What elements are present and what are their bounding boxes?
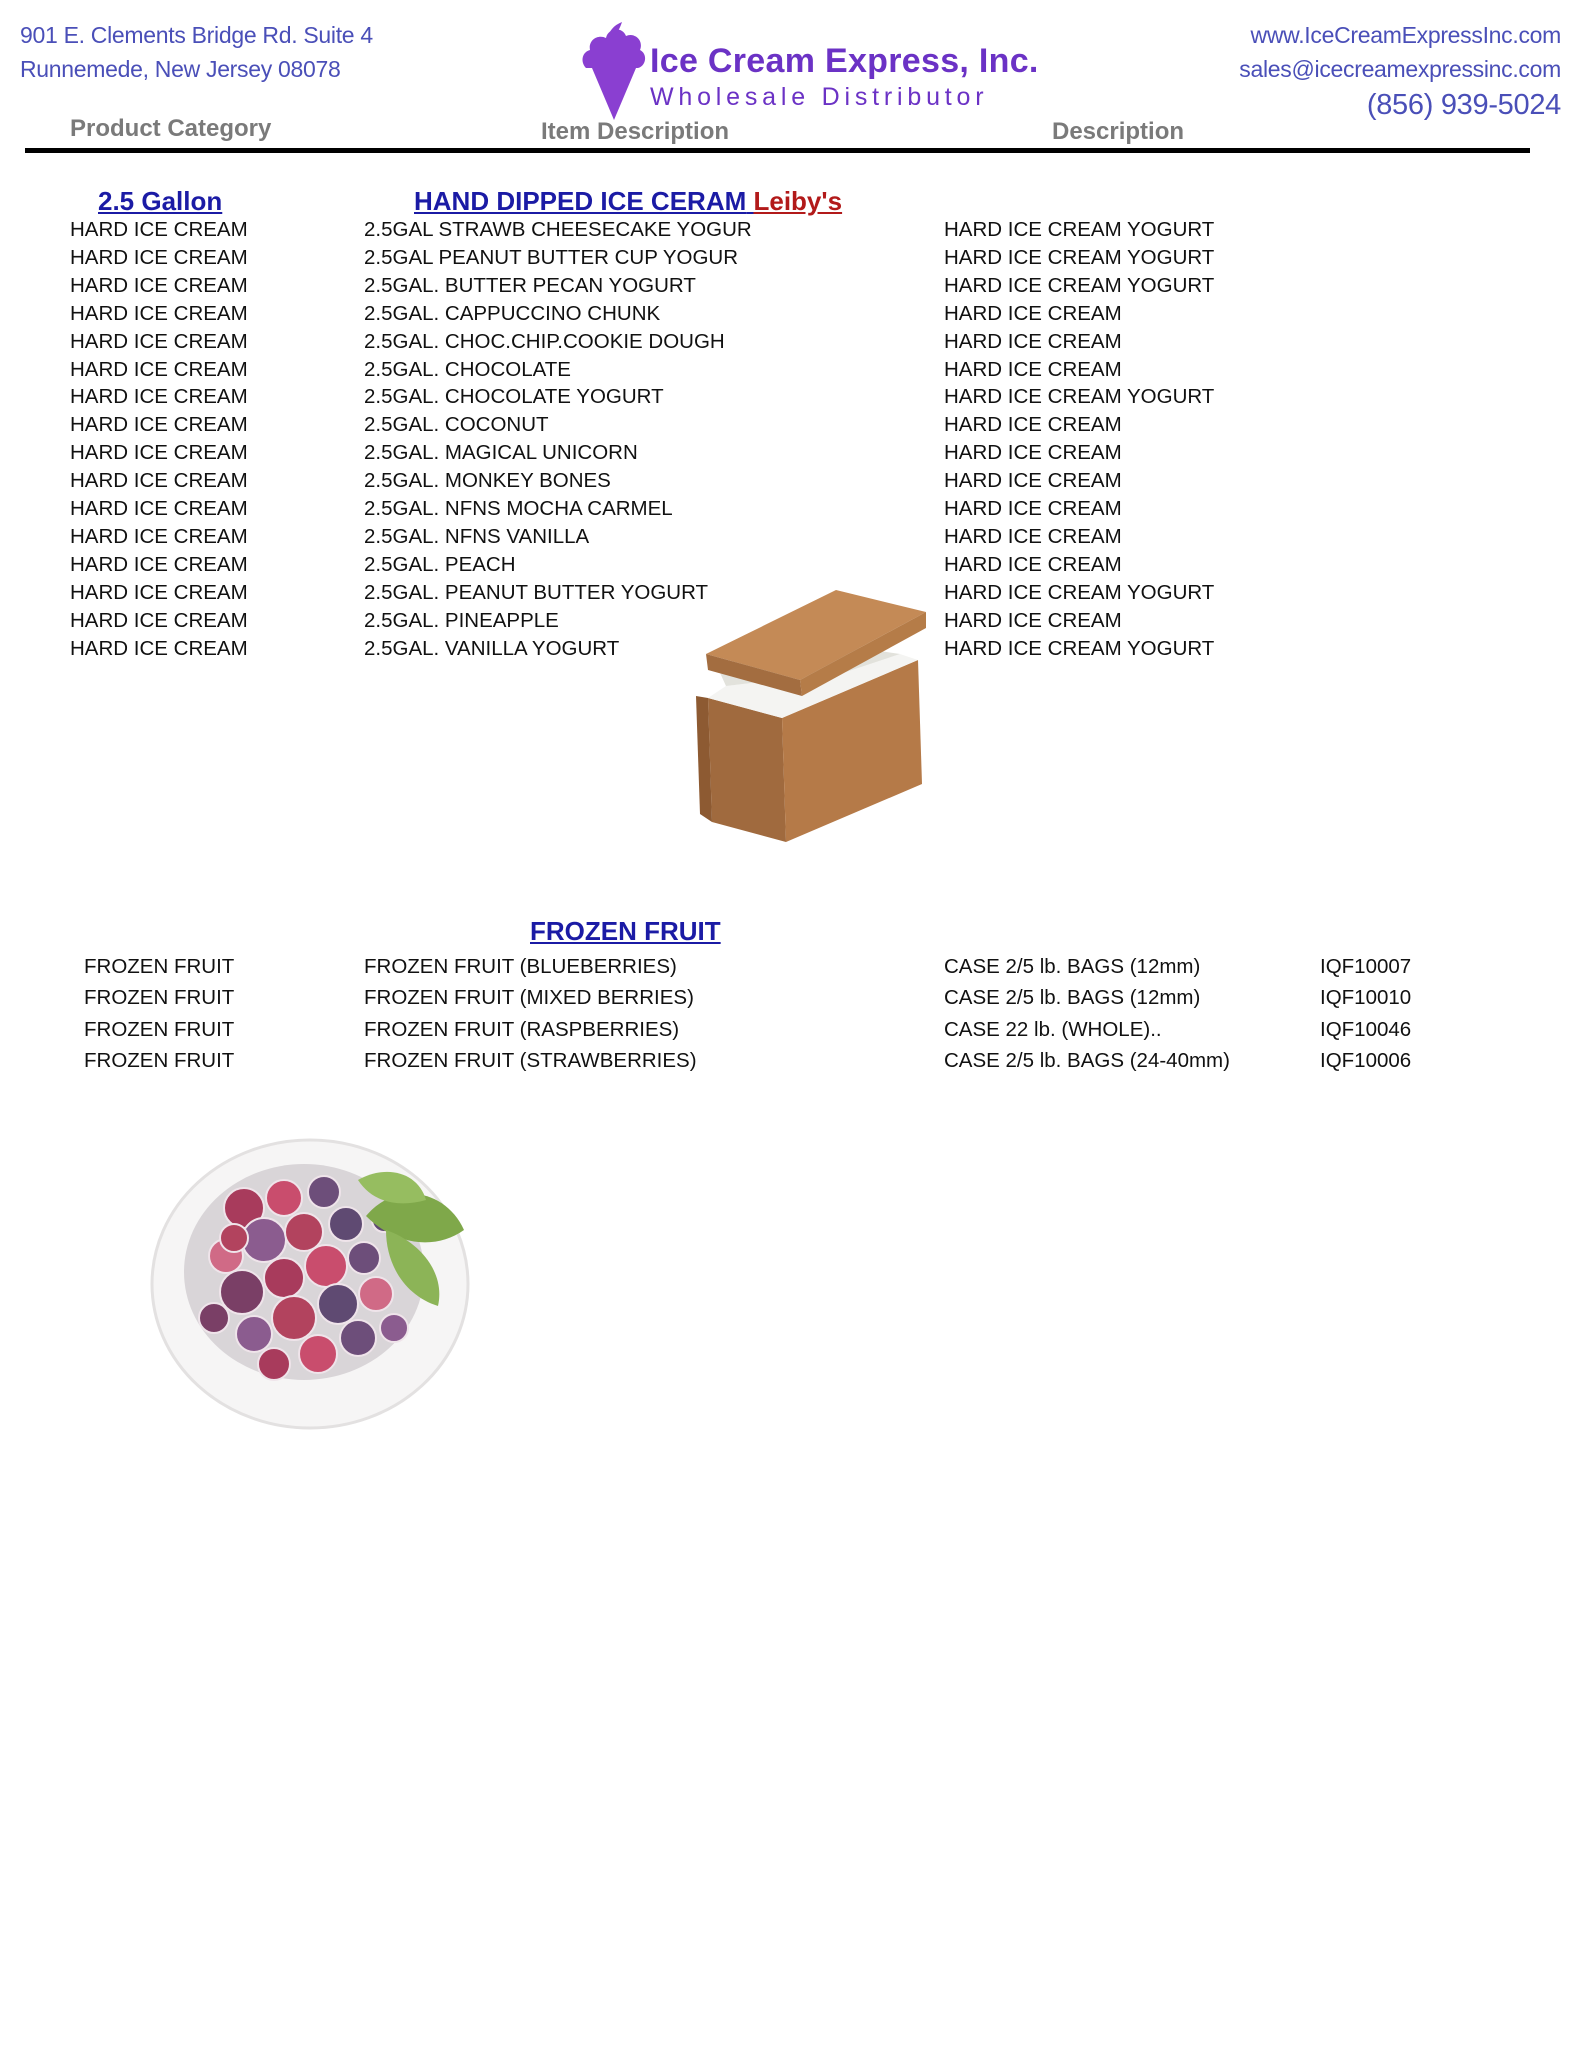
item-description: FROZEN FRUIT (RASPBERRIES) [364,1017,680,1041]
product-description: HARD ICE CREAM YOGURT [944,273,1215,297]
header-divider [25,148,1530,153]
product-category: FROZEN FRUIT [84,1049,235,1073]
product-description: HARD ICE CREAM YOGURT [944,580,1215,604]
item-description: 2.5GAL. NFNS MOCHA CARMEL [364,497,673,520]
product-category: HARD ICE CREAM [70,385,248,409]
berry [380,1314,408,1342]
list-item [0,467,1582,495]
item-description: FROZEN FRUIT (STRAWBERRIES) [364,1049,697,1073]
product-category: FROZEN FRUIT [84,1017,235,1041]
item-description: 2.5GAL. PINEAPPLE [364,608,559,632]
item-description: 2.5GAL. MONKEY BONES [364,469,611,493]
list-item [0,551,1582,579]
product-description: CASE 2/5 lb. BAGS (24-40mm) [944,1049,1230,1073]
company-address [20,18,373,86]
product-category: FROZEN FRUIT [84,955,235,978]
list-item [0,383,1582,411]
berry [236,1316,272,1352]
product-description: HARD ICE CREAM YOGURT [944,218,1215,241]
item-description: 2.5GAL. VANILLA YOGURT [364,636,620,660]
item-description: 2.5GAL. CHOCOLATE YOGURT [364,385,664,409]
item-description: 2.5GAL PEANUT BUTTER CUP YOGUR [364,245,739,269]
product-category: FROZEN FRUIT [84,986,235,1010]
list-item [0,1014,1582,1045]
item-description: 2.5GAL. COCONUT [364,413,549,437]
column-header-category: Product Category [70,115,272,142]
item-description: 2.5GAL. PEACH [364,552,516,576]
berry [272,1296,316,1340]
product-category: HARD ICE CREAM [70,413,248,437]
company-logo [578,22,1039,122]
address-line-1: 901 E. Clements Bridge Rd. Suite 4 [20,22,373,48]
product-category: HARD ICE CREAM [70,329,248,353]
product-description: CASE 22 lb. (WHOLE).. [944,1017,1162,1041]
list-item [0,411,1582,439]
product-category: HARD ICE CREAM [70,524,248,548]
item-code: IQF10006 [1320,1049,1412,1073]
product-category: HARD ICE CREAM [70,245,248,269]
product-description: HARD ICE CREAM [944,469,1122,493]
product-category: HARD ICE CREAM [70,273,248,297]
product-description: HARD ICE CREAM [944,329,1122,353]
product-category: HARD ICE CREAM [70,301,248,325]
frozen-fruit-title: FROZEN FRUIT [530,916,721,946]
address-line-2: Runnemede, New Jersey 08078 [20,56,341,82]
berry [285,1213,323,1251]
berry [329,1207,363,1241]
list-item [0,951,1582,982]
product-description: HARD ICE CREAM YOGURT [944,245,1215,269]
product-category: HARD ICE CREAM [70,218,248,241]
list-item [0,272,1582,300]
email-link[interactable]: sales@icecreamexpressinc.com [1239,56,1561,82]
product-description: HARD ICE CREAM [944,357,1122,381]
list-item [0,356,1582,384]
product-category: HARD ICE CREAM [70,469,248,493]
berry [359,1277,393,1311]
brand-name: Leiby's [753,186,843,216]
item-description: 2.5GAL. PEANUT BUTTER YOGURT [364,580,709,604]
product-description: HARD ICE CREAM [944,441,1122,465]
product-description: HARD ICE CREAM YOGURT [944,385,1215,409]
list-item [0,216,1582,244]
frozen-berries-bowl-image [146,1120,476,1432]
product-description: HARD ICE CREAM [944,524,1122,548]
berry [220,1270,264,1314]
product-description: HARD ICE CREAM [944,497,1122,520]
column-header-item: Item Description [541,118,730,145]
column-header-description: Description [1052,118,1185,145]
product-category: HARD ICE CREAM [70,552,248,576]
item-code: IQF10010 [1320,986,1412,1010]
product-description: HARD ICE CREAM [944,552,1122,576]
berry [305,1245,347,1287]
company-contact [1239,18,1561,124]
product-category: HARD ICE CREAM [70,441,248,465]
logo-subtitle: Wholesale Distributor [650,83,989,111]
item-description: FROZEN FRUIT (MIXED BERRIES) [364,986,694,1010]
ice-cream-box-image [686,588,936,846]
item-code: IQF10046 [1320,1017,1412,1041]
phone-number: (856) 939-5024 [1366,89,1561,121]
berry [340,1320,376,1356]
berry [264,1258,304,1298]
product-category: HARD ICE CREAM [70,497,248,520]
list-item [0,1045,1582,1076]
product-category: HARD ICE CREAM [70,357,248,381]
item-code: IQF10007 [1320,955,1412,978]
item-description: 2.5GAL. CAPPUCCINO CHUNK [364,301,661,325]
berry [299,1335,337,1373]
list-item [0,244,1582,272]
berry [348,1242,380,1274]
section-size-label: 2.5 Gallon [98,186,223,216]
product-description: CASE 2/5 lb. BAGS (12mm) [944,986,1201,1010]
list-item [0,523,1582,551]
berry [266,1180,302,1216]
berry [318,1284,358,1324]
item-description: FROZEN FRUIT (BLUEBERRIES) [364,955,677,978]
product-description: HARD ICE CREAM [944,301,1122,325]
product-category: HARD ICE CREAM [70,608,248,632]
section-title [414,186,842,217]
product-category: HARD ICE CREAM [70,636,248,660]
berry [220,1224,248,1252]
item-description: 2.5GAL STRAWB CHEESECAKE YOGUR [364,218,752,241]
website-link[interactable]: www.IceCreamExpressInc.com [1250,22,1561,48]
berry [199,1303,229,1333]
list-item [0,439,1582,467]
list-item [0,495,1582,523]
product-description: HARD ICE CREAM YOGURT [944,636,1215,660]
list-item [0,982,1582,1013]
logo-title: Ice Cream Express, Inc. [650,42,1039,80]
product-category: HARD ICE CREAM [70,580,248,604]
berry [308,1176,340,1208]
item-description: 2.5GAL. CHOC.CHIP.COOKIE DOUGH [364,329,725,353]
section-title-text: HAND DIPPED ICE CERAM [414,186,747,216]
item-description: 2.5GAL. CHOCOLATE [364,357,571,381]
product-description: HARD ICE CREAM [944,413,1122,437]
item-description: 2.5GAL. MAGICAL UNICORN [364,441,638,465]
list-item [0,328,1582,356]
ice-cream-cone-icon [578,22,650,122]
product-description: CASE 2/5 lb. BAGS (12mm) [944,955,1201,978]
berry [258,1348,290,1380]
item-description: 2.5GAL. NFNS VANILLA [364,524,590,548]
item-description: 2.5GAL. BUTTER PECAN YOGURT [364,273,696,297]
list-item [0,300,1582,328]
product-description: HARD ICE CREAM [944,608,1122,632]
